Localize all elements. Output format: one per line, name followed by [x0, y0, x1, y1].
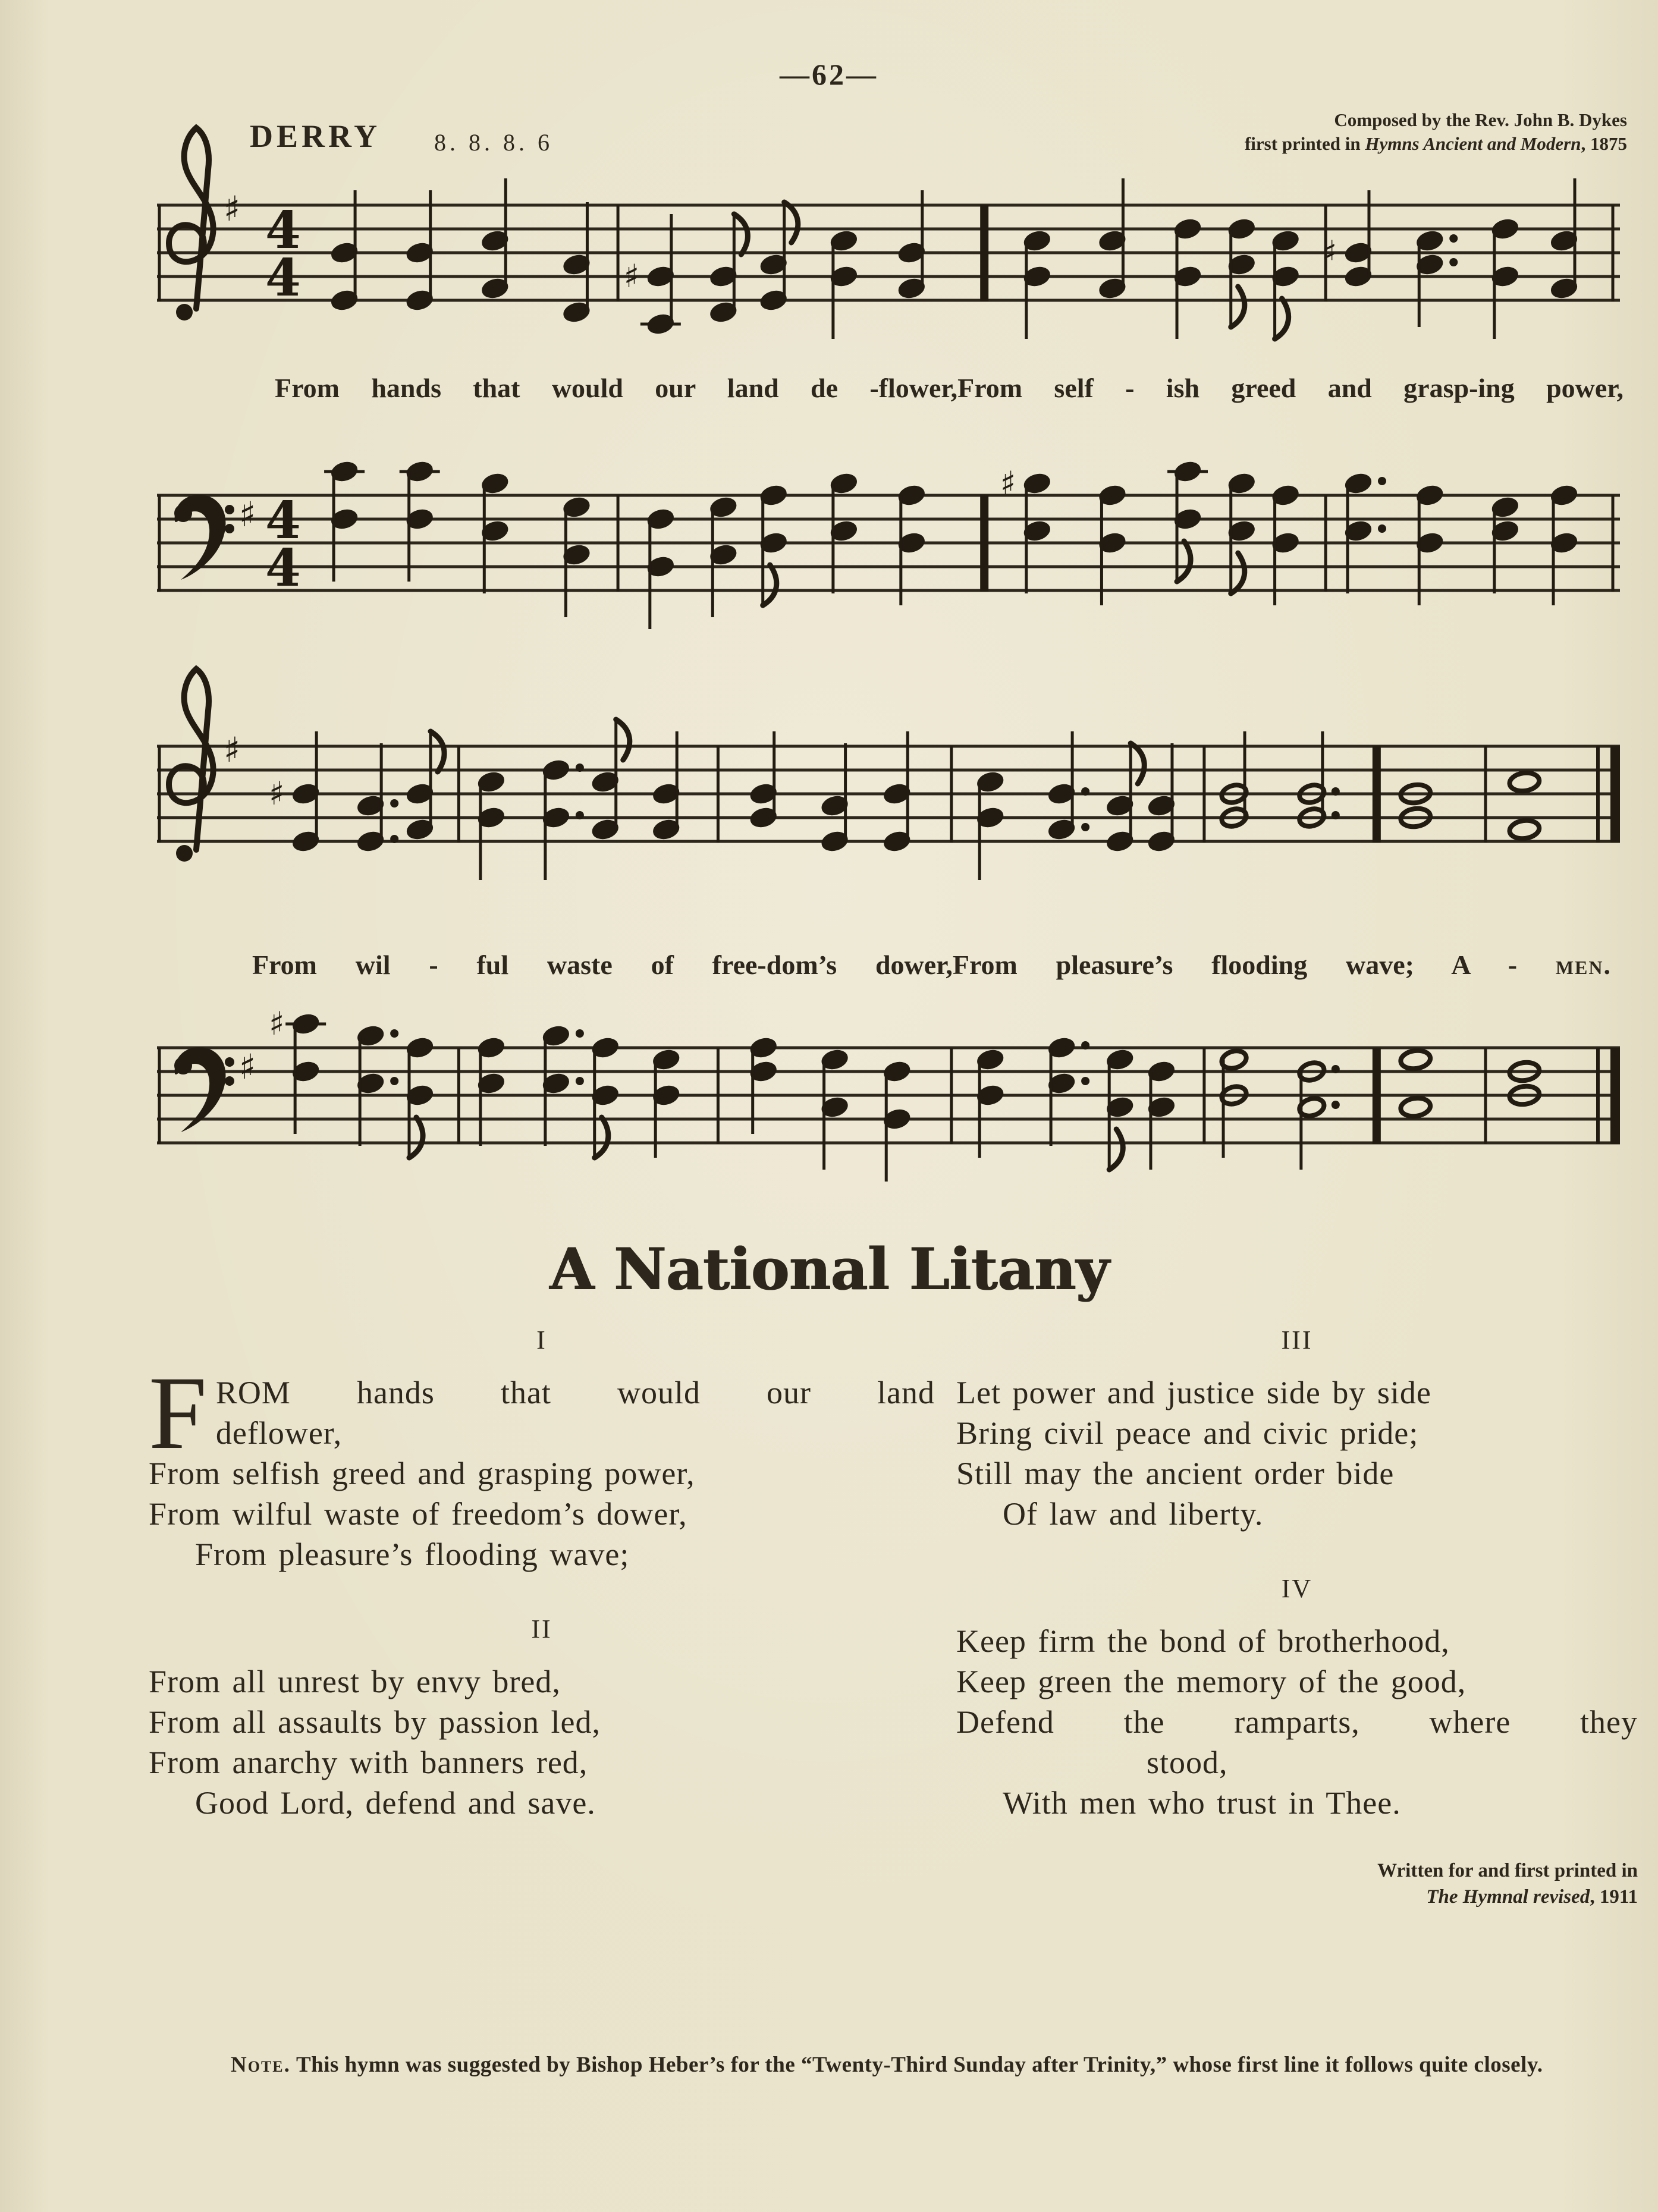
verse-line: ROM hands that would our land [215, 1375, 935, 1410]
note-stem [408, 1048, 411, 1158]
verse-line: Keep firm the bond of brotherhood, [956, 1623, 1450, 1659]
attribution [956, 1858, 1638, 1910]
verse-column-right [956, 1312, 1638, 1910]
barline [617, 205, 620, 301]
verse-line: stood, [1147, 1745, 1228, 1780]
heavy-barline [1373, 1048, 1381, 1144]
sharp-accidental-icon: ♯ [269, 775, 285, 812]
note-stem [479, 782, 482, 880]
eighth-flag [1131, 743, 1144, 784]
staff-line [157, 745, 1620, 748]
augmentation-dot [576, 763, 584, 772]
treble-clef-icon [176, 845, 193, 862]
bass-clef-icon [225, 1076, 234, 1086]
sharp-accidental-icon: ♯ [1321, 234, 1337, 271]
note-stem [1273, 495, 1276, 605]
note-stem [593, 1048, 596, 1158]
final-barline [1610, 746, 1620, 843]
final-barline [1610, 1048, 1620, 1144]
verse-line: From all assaults by passion led, [149, 1704, 601, 1740]
barline [1612, 205, 1615, 301]
barline [1202, 746, 1205, 843]
augmentation-dot [390, 799, 398, 807]
sharp-accidental-icon: ♯ [623, 257, 639, 295]
verse-line: From all unrest by envy bred, [149, 1664, 561, 1699]
footnote-text: This hymn was suggested by Bishop Heber’s for the “Twenty-Third Sunday after Trinity,” whose first line it follows quite closely. [290, 2053, 1543, 2077]
note-stem [564, 507, 567, 617]
note-stem [429, 190, 432, 300]
note-stem [1050, 1048, 1053, 1146]
barline [158, 495, 161, 592]
note-stem [1574, 178, 1577, 288]
note-stem [751, 1048, 754, 1134]
barline [1202, 1048, 1205, 1144]
verse-columns [149, 1312, 1638, 1910]
eighth-flag [1177, 541, 1191, 582]
note-stem [1367, 190, 1370, 276]
note-stem [1129, 743, 1132, 841]
note-stem [1025, 241, 1028, 339]
augmentation-dot [1332, 1101, 1340, 1109]
note-stem [1100, 495, 1103, 605]
bass-clef-icon [225, 1057, 234, 1067]
note-stem [1273, 241, 1276, 339]
sharp-accidental-icon: ♯ [1000, 464, 1016, 502]
eighth-flag [595, 1117, 608, 1158]
lyric-line-1: From hands that would our land de -flower,From self - ish greed and grasp-ing power, [275, 373, 1624, 403]
eighth-flag [1109, 1129, 1123, 1170]
note-stem [761, 495, 764, 605]
note-stem [1552, 495, 1555, 605]
footnote [143, 2049, 1638, 2081]
staff-line [157, 1047, 1620, 1050]
staff-system-4 [157, 947, 1620, 1226]
note-stem [1229, 229, 1232, 327]
verse-body [956, 1372, 1638, 1534]
barline [457, 1048, 460, 1144]
amen-label: A - men. [1451, 950, 1612, 980]
note-stem [648, 519, 651, 629]
verse-IV [956, 1569, 1638, 1823]
heavy-barline [980, 205, 988, 301]
eighth-flag [409, 1117, 423, 1158]
bass-clef-icon [225, 524, 234, 533]
eighth-flag [1231, 553, 1245, 593]
staff-system-2 [157, 394, 1620, 674]
composer-credit-line1: Composed by the Rev. John B. Dykes [1334, 109, 1627, 130]
barline [1612, 495, 1615, 592]
note-stem [1418, 495, 1421, 605]
staff-line [157, 252, 1620, 254]
time-signature: 4 [265, 248, 301, 308]
drop-cap: F [149, 1355, 208, 1471]
verse-body [149, 1661, 935, 1823]
source-title: Hymns Ancient and Modern [1365, 133, 1581, 154]
note-stem [654, 1060, 657, 1158]
note-stem [1176, 472, 1179, 582]
note-stem [586, 202, 589, 312]
verse-line: deflower, [215, 1415, 343, 1451]
footnote-label: Note. [231, 2053, 291, 2077]
augmentation-dot [1449, 234, 1458, 243]
whole-note [1399, 1049, 1431, 1071]
time-signature: 4 [265, 200, 301, 260]
verse-line: Good Lord, defend and save. [195, 1785, 596, 1821]
staff-line [157, 1142, 1620, 1145]
augmentation-dot [576, 1077, 584, 1085]
staff-line [157, 228, 1620, 231]
note-stem [359, 1036, 362, 1146]
note-stem [831, 483, 834, 593]
key-signature-sharp-icon: ♯ [224, 188, 241, 229]
verse-line: Defend the ramparts, where they [956, 1704, 1638, 1740]
staff-line [157, 542, 1620, 545]
note-stem [822, 1060, 825, 1170]
note-stem [906, 731, 909, 841]
whole-note [1399, 1096, 1431, 1118]
verse-line: From wilful waste of freedom’s dower, [149, 1496, 687, 1532]
verse-numeral: III [1281, 1325, 1313, 1355]
barline [1484, 746, 1487, 843]
sharp-accidental-icon: ♯ [269, 1005, 285, 1042]
note-stem [978, 1060, 981, 1158]
verse-I [149, 1320, 935, 1575]
note-stem [1493, 507, 1496, 593]
augmentation-dot [1081, 823, 1089, 831]
augmentation-dot [1378, 524, 1386, 533]
barline [950, 746, 953, 843]
note-stem [544, 770, 547, 880]
barline [158, 1048, 161, 1144]
note-stem [1222, 1060, 1225, 1158]
page-number: —62— [780, 58, 878, 91]
note-stem [921, 190, 924, 288]
augmentation-dot [576, 1029, 584, 1038]
time-signature: 4 [265, 538, 301, 598]
whole-note [1509, 771, 1541, 793]
verse-line: Of law and liberty. [1003, 1496, 1264, 1532]
augmentation-dot [1081, 787, 1089, 796]
staff-line [157, 275, 1620, 278]
note-stem [1229, 483, 1232, 593]
treble-clef-icon [169, 669, 213, 850]
note-stem [1122, 178, 1125, 288]
note-stem [429, 731, 432, 830]
augmentation-dot [1081, 1077, 1089, 1085]
staff-system-1 [157, 104, 1620, 384]
time-signature: 4 [265, 491, 301, 551]
barline [1596, 1048, 1600, 1144]
barline [1324, 495, 1327, 592]
attribution-line1: Written for and first printed in [1377, 1860, 1638, 1881]
key-signature-sharp-icon: ♯ [224, 730, 241, 770]
barline [158, 746, 161, 843]
augmentation-dot [1332, 787, 1340, 796]
note-stem [294, 1024, 297, 1134]
staff-line [157, 1094, 1620, 1097]
note-stem [1346, 483, 1349, 593]
augmentation-dot [1081, 1041, 1089, 1050]
heavy-barline [980, 495, 988, 592]
staff-line [157, 769, 1620, 772]
verse-numeral: IV [1281, 1574, 1313, 1603]
verse-line: From selfish greed and grasping power, [149, 1456, 695, 1491]
whole-note [1509, 819, 1541, 841]
note-stem [483, 483, 486, 593]
verse-body [956, 1621, 1638, 1823]
note-stem [676, 731, 679, 830]
staff-line [157, 518, 1620, 521]
note-stem [1299, 1072, 1302, 1170]
augmentation-dot [1449, 258, 1458, 266]
note-stem [978, 782, 981, 880]
augmentation-dot [576, 811, 584, 819]
staff-line [157, 589, 1620, 592]
barline [158, 205, 161, 301]
staff-line [157, 204, 1620, 207]
verse-numeral: I [536, 1325, 547, 1355]
note-stem [1244, 731, 1246, 818]
note-stem [407, 472, 410, 582]
verse-II [149, 1609, 935, 1823]
staff-system-3 [157, 645, 1620, 925]
key-signature-sharp-icon: ♯ [239, 494, 256, 535]
tune-name: DERRY [250, 118, 381, 154]
tune-meter: 8. 8. 8. 6 [434, 129, 553, 156]
note-stem [1176, 229, 1179, 339]
note-stem [1149, 1072, 1152, 1170]
note-stem [783, 202, 786, 300]
note-stem [1108, 1060, 1111, 1170]
staff-line [157, 299, 1620, 302]
note-stem [1321, 731, 1324, 818]
verse-numeral: II [531, 1614, 552, 1644]
note-stem [670, 214, 673, 324]
note-stem [1025, 483, 1028, 593]
note-stem [844, 743, 847, 841]
verse-line: Still may the ancient order bide [956, 1456, 1395, 1491]
note-stem [479, 1048, 482, 1146]
barline [717, 1048, 720, 1144]
note-stem [614, 719, 617, 830]
verse-column-left [149, 1312, 935, 1910]
eighth-flag [431, 731, 444, 772]
verse-line: From anarchy with banners red, [149, 1745, 588, 1780]
note-stem [899, 495, 902, 605]
verse-line: Keep green the memory of the good, [956, 1664, 1467, 1699]
augmentation-dot [390, 1029, 398, 1038]
verse-line: With men who trust in Thee. [1003, 1785, 1401, 1821]
verse-line: Let power and justice side by side [956, 1375, 1431, 1410]
note-stem [711, 507, 714, 617]
augmentation-dot [1332, 811, 1340, 819]
note-stem [1493, 229, 1496, 339]
attribution-line2: The Hymnal revised, 1911 [1426, 1886, 1638, 1908]
heavy-barline [1373, 746, 1381, 843]
treble-clef-icon [176, 304, 193, 321]
verse-line: From pleasure’s flooding wave; [195, 1537, 630, 1572]
augmentation-dot [1378, 477, 1386, 485]
eighth-flag [616, 719, 630, 760]
staff-line [157, 565, 1620, 568]
note-stem [1418, 241, 1421, 327]
note-stem [773, 731, 775, 818]
augmentation-dot [390, 1077, 398, 1085]
bass-clef-icon [225, 505, 234, 514]
note-stem [315, 731, 318, 841]
eighth-flag [734, 214, 748, 254]
note-stem [332, 472, 335, 582]
eighth-flag [763, 565, 777, 605]
composer-credit-line2: first printed in Hymns Ancient and Modern, 1875 [1244, 133, 1627, 154]
treble-clef-icon [169, 128, 213, 309]
augmentation-dot [1332, 1065, 1340, 1073]
note-stem [885, 1072, 888, 1182]
note-stem [1170, 743, 1173, 841]
barline [1596, 746, 1600, 843]
augmentation-dot [390, 835, 398, 843]
hymn-title: A National Litany [549, 1236, 1109, 1303]
note-stem [733, 214, 736, 312]
barline [617, 495, 620, 592]
verse-III [956, 1320, 1638, 1534]
eighth-flag [1231, 287, 1245, 327]
eighth-flag [784, 202, 798, 243]
note-stem [380, 743, 383, 841]
verse-body [149, 1355, 935, 1575]
bass-clef-icon [174, 504, 192, 522]
staff-line [157, 494, 1620, 497]
note-stem [354, 190, 357, 300]
note-stem [504, 178, 507, 288]
barline [1484, 1048, 1487, 1144]
barline [950, 1048, 953, 1144]
verse-line: Bring civil peace and civic pride; [956, 1415, 1419, 1451]
barline [457, 746, 460, 843]
eighth-flag [1275, 299, 1289, 339]
lyric-line-2-text: From wil - ful waste of free-dom’s dower,From pleasure’s flooding wave; [252, 950, 1414, 980]
barline [717, 746, 720, 843]
bass-clef-icon [174, 1057, 192, 1074]
note-stem [544, 1036, 547, 1146]
note-stem [1071, 731, 1074, 830]
key-signature-sharp-icon: ♯ [239, 1047, 256, 1087]
note-stem [831, 241, 834, 339]
